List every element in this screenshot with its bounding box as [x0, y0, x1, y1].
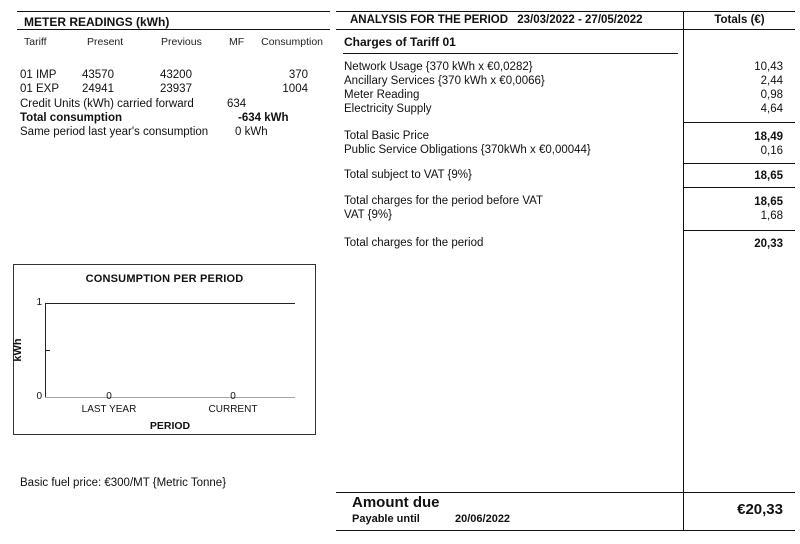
charge-label: Total subject to VAT {9%} [344, 169, 472, 181]
charge-values [683, 230, 795, 258]
total-period-group [336, 230, 795, 258]
charge-label: Total Basic Price [344, 130, 430, 142]
payable-until-date: 20/06/2022 [455, 513, 511, 525]
charge-labels [336, 187, 683, 230]
charge-value: 4,64 [760, 103, 783, 115]
category-label-current: CURRENT [208, 404, 258, 415]
charge-labels [336, 54, 683, 122]
col-header-tariff: Tariff [24, 36, 47, 48]
tariff-section-header [336, 30, 795, 54]
tariff-cell: 01 IMP [20, 69, 57, 81]
charge-value: 18,65 [754, 196, 783, 208]
total-consumption-value: -634 kWh [238, 111, 289, 124]
totals-column-cell [683, 30, 795, 54]
x-axis-line [45, 397, 295, 398]
tariff-section-title: Charges of Tariff 01 [344, 35, 456, 49]
meter-readings-panel [17, 11, 330, 140]
previous-cell: 43200 [160, 69, 192, 81]
charge-label: Public Service Obligations {370kWh x €0,00044} [344, 144, 591, 156]
tariff-cell: 01 EXP [20, 83, 59, 96]
last-year-consumption-value: 0 kWh [235, 126, 268, 139]
analysis-title: ANALYSIS FOR THE PERIOD [350, 14, 509, 26]
charge-labels [336, 163, 683, 187]
charge-value: 20,33 [754, 238, 783, 250]
charge-label: Electricity Supply [344, 103, 432, 115]
charge-label: Total charges for the period [344, 237, 484, 249]
bar-value-last-year: 0 [106, 391, 112, 402]
meter-readings-header-row [17, 36, 330, 48]
analysis-panel [336, 11, 795, 531]
analysis-header-row [336, 11, 795, 30]
present-cell: 43570 [82, 69, 114, 81]
col-header-previous: Previous [161, 36, 202, 48]
payable-until-label: Payable until [352, 513, 420, 525]
charge-values [683, 122, 795, 163]
spacer-left [336, 258, 683, 492]
total-consumption-label: Total consumption [20, 111, 123, 124]
last-year-consumption-label: Same period last year's consumption [20, 126, 209, 139]
charge-labels [336, 230, 683, 258]
charge-value: 2,44 [760, 75, 783, 87]
charge-label: Total charges for the period before VAT [344, 195, 544, 207]
previous-cell: 23937 [160, 83, 192, 96]
payable-until-row [352, 510, 683, 526]
present-cell: 24941 [82, 83, 114, 96]
credit-units-value: 634 [227, 97, 247, 110]
table-row [17, 83, 330, 97]
charge-values [683, 163, 795, 187]
charge-label: VAT {9%} [344, 209, 392, 221]
x-axis-label: PERIOD [149, 420, 191, 432]
charge-value: 0,16 [760, 145, 783, 157]
bar-value-current: 0 [230, 391, 236, 402]
charge-values [683, 187, 795, 230]
charge-items-group [336, 54, 795, 122]
charge-label: Meter Reading [344, 89, 420, 101]
charge-value: 0,98 [760, 89, 783, 101]
charge-value: 1,68 [760, 210, 783, 222]
y-tick-1: 1 [36, 297, 42, 308]
basic-price-group [336, 122, 795, 163]
charge-label: Ancillary Services {370 kWh x €0,0066} [344, 75, 545, 87]
charge-value: 18,65 [754, 170, 783, 182]
charge-labels [336, 122, 683, 163]
category-label-last-year: LAST YEAR [81, 404, 137, 415]
amount-due-section [336, 492, 795, 531]
analysis-period: 23/03/2022 - 27/05/2022 [517, 14, 643, 26]
charge-values [683, 54, 795, 122]
col-header-consumption: Consumption [261, 36, 323, 48]
amount-due-label: Amount due [352, 494, 440, 511]
totals-header: Totals (€) [683, 12, 795, 29]
spacer-right [683, 258, 795, 492]
gridline-value-1 [45, 303, 295, 304]
consumption-cell: 1004 [282, 83, 308, 96]
credit-units-row [17, 98, 330, 112]
charge-value: 18,49 [754, 131, 783, 143]
amount-due-value: €20,33 [737, 501, 783, 518]
total-consumption-row [17, 112, 330, 126]
empty-spacer [336, 258, 795, 492]
amount-due-value-cell [683, 493, 795, 530]
y-tick-0: 0 [36, 391, 42, 402]
vat-subject-group [336, 163, 795, 187]
credit-units-label: Credit Units (kWh) carried forward [20, 97, 194, 110]
charge-value: 10,43 [754, 61, 783, 73]
before-vat-group [336, 187, 795, 230]
amount-due-left [336, 493, 683, 530]
col-header-mf: MF [229, 36, 245, 48]
charge-label: Network Usage {370 kWh x €0,0282} [344, 61, 533, 73]
table-row [17, 69, 330, 83]
y-axis-mid-tick [45, 350, 50, 351]
y-axis-label: kWh [12, 338, 24, 362]
meter-readings-title: METER READINGS (kWh) [17, 11, 330, 30]
basic-fuel-price-note: Basic fuel price: €300/MT {Metric Tonne} [20, 477, 227, 489]
consumption-cell: 370 [288, 69, 308, 81]
chart-title: CONSUMPTION PER PERIOD [85, 273, 244, 285]
last-year-consumption-row [17, 126, 330, 140]
col-header-present: Present [87, 36, 124, 48]
tariff-section-title-cell [336, 30, 683, 54]
analysis-title-cell [336, 12, 683, 29]
meter-readings-rows [17, 69, 330, 140]
consumption-chart [13, 264, 316, 435]
